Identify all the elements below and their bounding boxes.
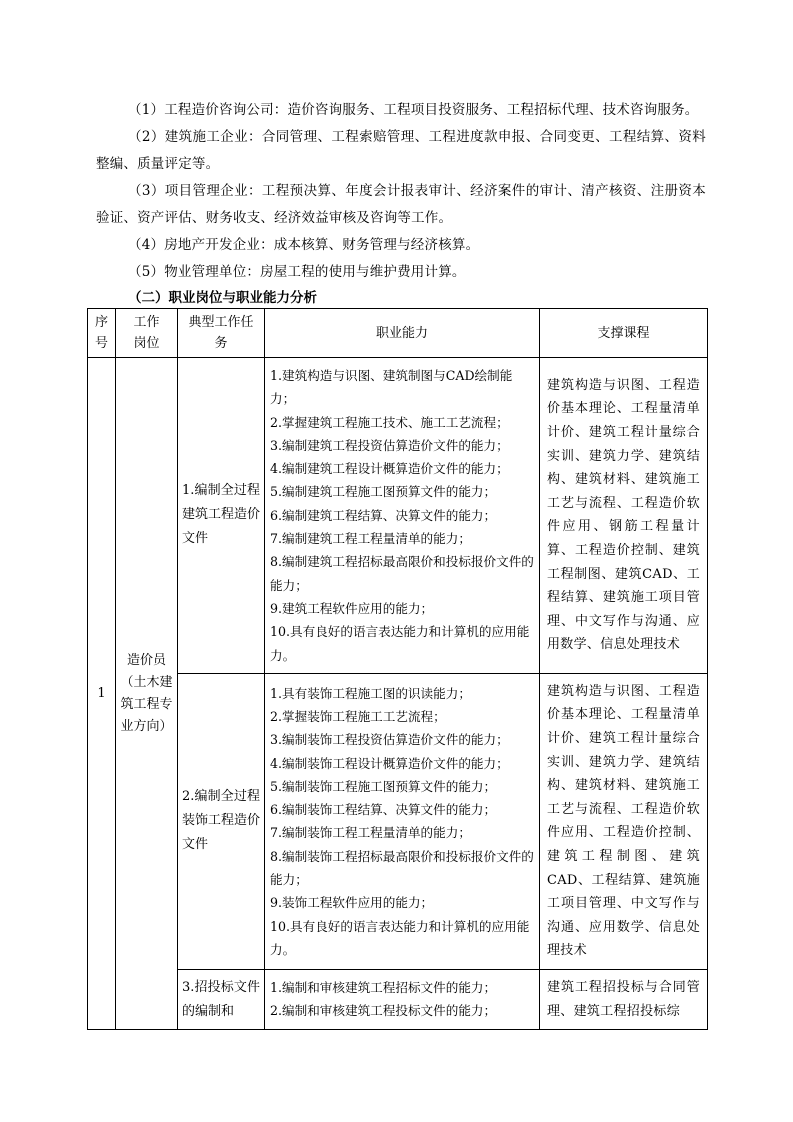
- paragraph-2: （2）建筑施工企业：合同管理、工程索赔管理、工程进度款申报、合同变更、工程结算、资料整编、质量评定等。: [96, 129, 706, 172]
- ability-item: 7.编制建筑工程工程量清单的能力；: [270, 531, 471, 547]
- ability-item: 2.掌握建筑工程施工技术、施工工艺流程；: [270, 414, 509, 430]
- cell-courses: 建筑构造与识图、工程造价基本理论、工程量清单计价、建筑工程计量综合实训、建筑力学、建筑结构、建筑材料、建筑施工工艺与流程、工程造价软件应用、工程造价控制、建筑工程制图、建筑CAD、工程结算、建筑施工项目管理、中文写作与沟通、应用数学、信息处理技术: [540, 673, 708, 969]
- cell-abilities: [265, 358, 540, 674]
- cell-post: 造价员（土木建筑工程专业方向）: [116, 358, 178, 1030]
- ability-item: 6.编制装饰工程结算、决算文件的能力；: [270, 802, 497, 818]
- ability-item: 8.编制建筑工程招标最高限价和投标报价文件的能力；: [270, 554, 534, 593]
- cell-courses: 建筑工程招投标与合同管理、建筑工程招投标综: [540, 969, 708, 1029]
- paragraph-1: （1）工程造价咨询公司：造价咨询服务、工程项目投资服务、工程招标代理、技术咨询服务。: [128, 102, 699, 118]
- table-row: [88, 358, 708, 674]
- ability-item: 1.编制和审核建筑工程招标文件的能力；: [270, 979, 497, 995]
- ability-item: 5.编制建筑工程施工图预算文件的能力；: [270, 484, 497, 500]
- header-seq: 序号: [88, 309, 116, 358]
- ability-item: 7.编制装饰工程工程量清单的能力；: [270, 825, 471, 841]
- ability-item: 10.具有良好的语言表达能力和计算机的应用能力。: [270, 624, 530, 663]
- cell-task: 1.编制全过程建筑工程造价文件: [178, 358, 265, 674]
- cell-seq: 1: [88, 358, 116, 1030]
- header-post: 工作岗位: [116, 309, 178, 358]
- ability-item: 2.编制和审核建筑工程投标文件的能力；: [270, 1003, 497, 1019]
- ability-item: 3.编制建筑工程投资估算造价文件的能力；: [270, 437, 509, 453]
- paragraph-4: （4）房地产开发企业：成本核算、财务管理与经济核算。: [128, 237, 480, 253]
- ability-item: 10.具有良好的语言表达能力和计算机的应用能力。: [270, 918, 530, 957]
- table-header-row: [88, 309, 708, 358]
- header-course: 支撑课程: [540, 309, 708, 358]
- ability-item: 1.建筑构造与识图、建筑制图与CAD绘制能力；: [270, 368, 513, 407]
- section-heading: （二）职业岗位与职业能力分析: [128, 290, 317, 306]
- table-row: [88, 673, 708, 969]
- cell-task: 3.招投标文件的编制和: [178, 969, 265, 1029]
- paragraph-3: （3）项目管理企业：工程预决算、年度会计报表审计、经济案件的审计、清产核资、注册资本验证、资产评估、财务收支、经济效益审核及咨询等工作。: [96, 183, 706, 226]
- cell-abilities: [265, 673, 540, 969]
- ability-item: 6.编制建筑工程结算、决算文件的能力；: [270, 507, 497, 523]
- ability-item: 9.装饰工程软件应用的能力；: [270, 895, 434, 911]
- header-task: 典型工作任务: [178, 309, 265, 358]
- ability-item: 2.掌握装饰工程施工工艺流程；: [270, 708, 446, 724]
- header-ability: 职业能力: [265, 309, 540, 358]
- ability-item: 5.编制装饰工程施工图预算文件的能力；: [270, 778, 497, 794]
- ability-item: 1.具有装饰工程施工图的识读能力；: [270, 685, 471, 701]
- cell-courses: 建筑构造与识图、工程造价基本理论、工程量清单计价、建筑工程计量综合实训、建筑力学、建筑结构、建筑材料、建筑施工工艺与流程、工程造价软件应用、钢筋工程量计算、工程造价控制、建筑工程制图、建筑CAD、工程结算、建筑施工项目管理、中文写作与沟通、应用数学、信息处理技术: [540, 358, 708, 674]
- table-row: [88, 969, 708, 1029]
- ability-table: [87, 308, 708, 1030]
- ability-item: 4.编制建筑工程设计概算造价文件的能力；: [270, 461, 509, 477]
- ability-item: 8.编制装饰工程招标最高限价和投标报价文件的能力；: [270, 848, 534, 888]
- paragraph-5: （5）物业管理单位：房屋工程的使用与维护费用计算。: [128, 264, 466, 280]
- cell-task: 2.编制全过程装饰工程造价文件: [178, 673, 265, 969]
- ability-item: 3.编制装饰工程投资估算造价文件的能力；: [270, 732, 509, 748]
- cell-abilities: [265, 969, 540, 1029]
- ability-item: 4.编制装饰工程设计概算造价文件的能力；: [270, 755, 509, 771]
- ability-item: 9.建筑工程软件应用的能力；: [270, 600, 434, 616]
